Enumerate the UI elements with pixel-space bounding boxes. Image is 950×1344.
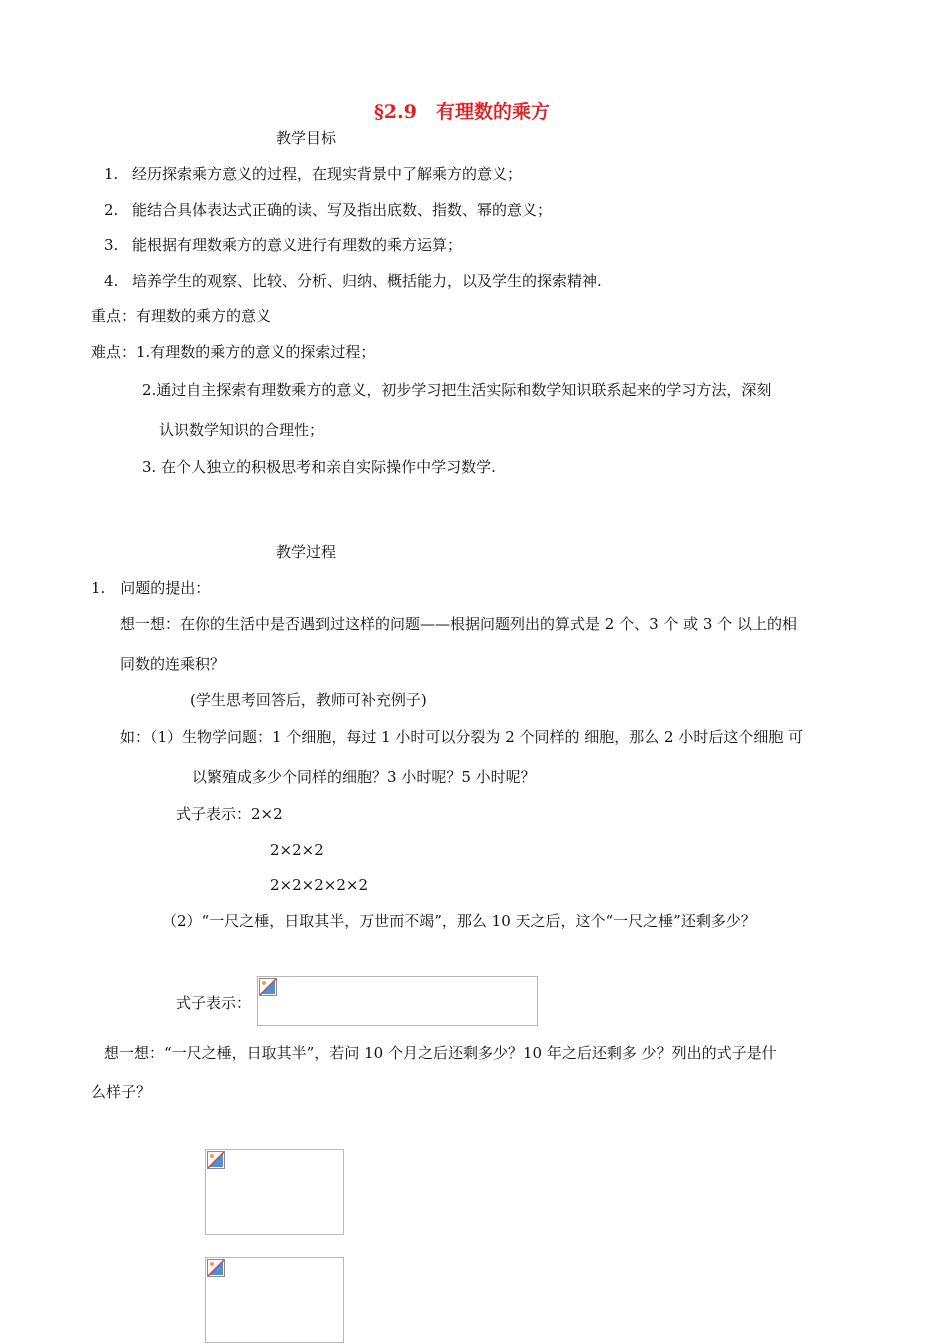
think-2-line-b: 么样子？ <box>91 1083 152 1101</box>
step-1-heading: 1. 问题的提出： <box>91 579 211 597</box>
expression-2: 2×2×2 <box>270 841 324 859</box>
think-1-line-b: 同数的连乘积？ <box>120 655 226 673</box>
page-title: §2.9 有理数的乘方 <box>374 101 550 123</box>
goal-3-text: 能根据有理数乘方的意义进行有理数的乘方运算； <box>132 236 463 254</box>
goal-4-text: 培养学生的观察、比较、分析、归纳、概括能力，以及学生的探索精神. <box>132 272 602 290</box>
formula-image-placeholder-3 <box>205 1257 344 1343</box>
formula-image-placeholder-2 <box>205 1149 344 1235</box>
formula-image-placeholder-1 <box>257 976 538 1026</box>
think-2-line-a: 想一想：“一尺之棰，日取其半”，若问 10 个月之后还剩多少？10 年之后还剩多 少？列出的式子是什 <box>104 1044 777 1062</box>
difficulty-line-2b: 认识数学知识的合理性； <box>159 421 325 439</box>
expression-3: 2×2×2×2×2 <box>270 876 368 894</box>
goal-4-number: 4. <box>104 272 119 290</box>
key-point: 重点：有理数的乘方的意义 <box>91 307 272 325</box>
difficulty-line-1: 难点：1.有理数的乘方的意义的探索过程； <box>91 343 376 361</box>
broken-image-icon <box>207 1151 225 1169</box>
difficulty-line-2a: 2.通过自主探索有理数乘方的意义，初步学习把生活实际和数学知识联系起来的学习方法，深刻 <box>142 381 772 399</box>
goal-2-number: 2. <box>104 201 119 219</box>
teacher-note: (学生思考回答后，教师可补充例子) <box>190 691 427 709</box>
example-2: （2）“一尺之棰，日取其半，万世而不竭”，那么 10 天之后，这个“一尺之棰”还剩多少？ <box>162 912 756 930</box>
goal-2-text: 能结合具体表达式正确的读、写及指出底数、指数、幂的意义； <box>132 201 553 219</box>
expression-1: 式子表示：2×2 <box>176 805 283 823</box>
expression-label-2: 式子表示： <box>176 994 252 1012</box>
goal-1-number: 1. <box>104 165 119 183</box>
example-1-line-a: 如：（1）生物学问题：1 个细胞，每过 1 小时可以分裂为 2 个同样的 细胞，那么 2 小时后这个细胞 可 <box>120 728 804 746</box>
goal-1-text: 经历探索乘方意义的过程，在现实背景中了解乘方的意义； <box>132 165 523 183</box>
think-1-line-a: 想一想：在你的生活中是否遇到过这样的问题——根据问题列出的算式是 2 个、3 个 或 3 个 以上的相 <box>120 615 798 633</box>
goal-3-number: 3. <box>104 236 119 254</box>
goals-heading: 教学目标 <box>276 129 337 147</box>
process-heading: 教学过程 <box>276 543 337 561</box>
difficulty-line-3: 3. 在个人独立的积极思考和亲自实际操作中学习数学. <box>142 458 496 476</box>
broken-image-icon <box>259 978 277 996</box>
broken-image-icon <box>207 1259 225 1277</box>
example-1-line-b: 以繁殖成多少个同样的细胞？3 小时呢？5 小时呢？ <box>192 768 536 786</box>
